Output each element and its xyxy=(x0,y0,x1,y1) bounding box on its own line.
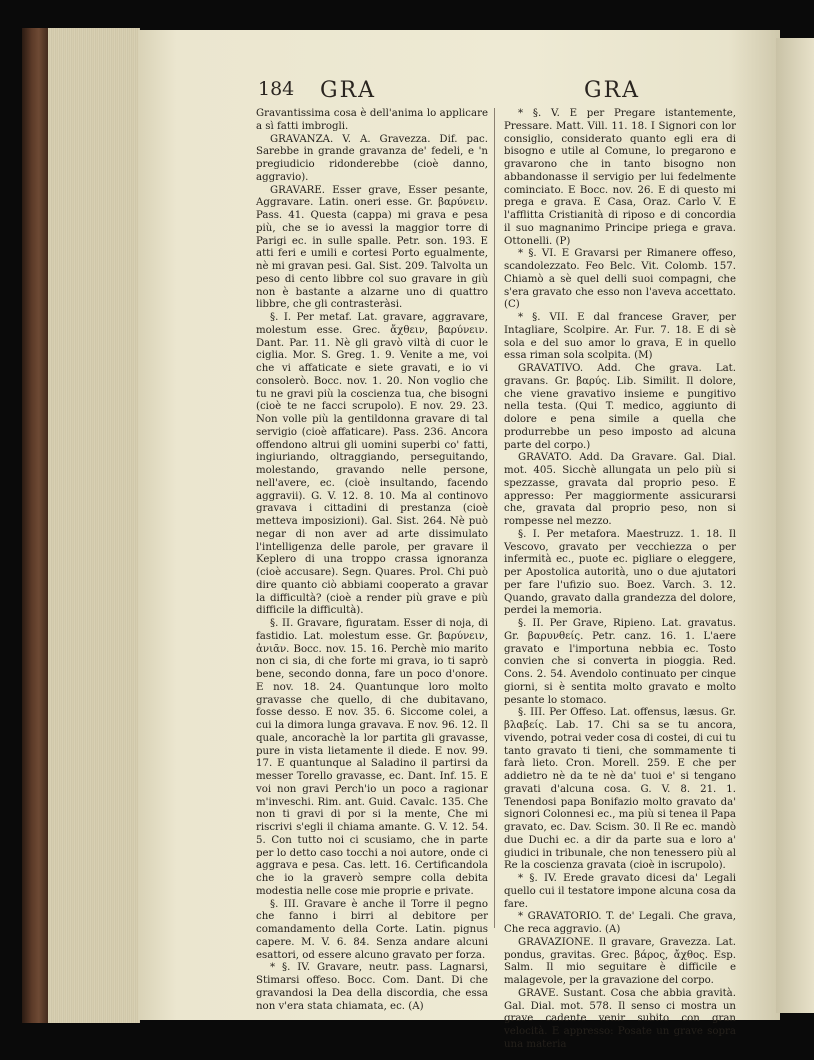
page-header xyxy=(258,78,738,106)
entry-gravare: GRAVARE. Esser grave, Esser pesante, Aggravare. Latin. oneri esse. Gr. βαρύνειν. Pass. 41. Questa (cappa) mi grava e pesa più, che se io avessi la maggior torre di Parigi ec. in sulle spalle. Petr. son. 193. E atti feri e umili e cortesi Porto egualmente, nè mi gravan pesi. Gal. Sist. 209. Talvolta un peso di cento libbre col suo gravare in giù non è bastante a alzarne uno di quattro libbre, che gli contrasteràsi. xyxy=(256,184,488,311)
left-column xyxy=(256,108,488,1013)
entry-paragraph: §. I. Per metaf. Lat. gravare, aggravare, molestum esse. Grec. ἄχθειν, βαρύνειν. Dant. Par. 11. Nè gli gravò viltà di cuor le ciglia. Mor. S. Greg. 1. 9. Venite a me, voi che vi affaticate e siete gravati, e io vi consolerò. Bocc. nov. 1. 20. Non voglio che tu ne gravi più la coscienza tua, che bisogni (cioè te ne facci scrupolo). E nov. 29. 23. Non volle più la gentildonna gravare di tal servigio (cioè affaticare). Pass. 236. Ancora offendono altrui gli uomini superbi co' fatti, ingiuriando, oltraggiando, perseguitando, molestando, gravando nelle persone, nell'avere, ec. (cioè insultando, facendo aggravii). G. V. 12. 8. 10. Ma al continovo gravava i cittadini di prestanza (cioè metteva imposizioni). Gal. Sist. 264. Nè può negar di non aver ad arte dissimulato l'intelligenza delle parole, per gravare il Keplero di una troppo crassa ignoranza (cioè accusare). Segn. Quares. Prol. Chi può dire quanto ciò abbiami cooperato a gravar la difficultà? (cioè a render più grave e più difficile la difficultà). xyxy=(256,312,488,617)
entry-gravativo: GRAVATIVO. Add. Che grava. Lat. gravans. Gr. βαρύς. Lib. Similit. Il dolore, che viene gravativo insieme e pungitivo nella testa. (Qui T. medico, aggiunto di dolore e pena simile a quella che produrrebbe un peso imposto ad alcuna parte del corpo.) xyxy=(504,363,736,451)
entry-paragraph: * §. VII. E dal francese Graver, per Intagliare, Scolpire. Ar. Fur. 7. 18. E di sè sola e del suo amor lo grava, E in quello essa riman sola scolpita. (M) xyxy=(504,312,736,362)
page-number: 184 xyxy=(258,78,295,100)
next-page-edge xyxy=(776,38,814,1013)
entry-paragraph: * §. VI. E Gravarsi per Rimanere offeso, scandolezzato. Feo Belc. Vit. Colomb. 157. Chiamò a sè quel delli suoi compagni, che s'era gravato che esso non l'aveva accettato. (C) xyxy=(504,248,736,311)
book-binding xyxy=(22,28,50,1023)
page-edges xyxy=(48,28,140,1023)
entry-paragraph: §. III. Per Offeso. Lat. offensus, læsus. Gr. βλαβείς. Lab. 17. Chi sa se tu ancora, vivendo, potrai veder cosa di costei, di cui tu tanto gravato ti tieni, che sommamente ti farà lieto. Cron. Morell. 259. E che per addietro nè da te nè da' tuoi e' si tengano gravati d'alcuna cosa. G. V. 8. 21. 1. Tenendosi papa Bonifazio molto gravato da' signori Colonnesi ec., ma più si tenea il Papa gravato, ec. Dav. Scism. 30. Il Re ec. mandò due Duchi ec. a dir da parte sua e loro a' giudici in tribunale, che non tenessero più al Re la coscienza gravata (cioè in iscrupolo). xyxy=(504,707,736,872)
right-column xyxy=(504,108,736,1052)
running-head-left: GRA xyxy=(320,78,377,103)
entry-paragraph: * §. IV. Erede gravato dicesi da' Legali quello cui il testatore impone alcuna cosa da fare. xyxy=(504,873,736,910)
entry-paragraph: §. II. Per Grave, Ripieno. Lat. gravatus. Gr. βαρυνθείς. Petr. canz. 16. 1. L'aere gravato e l'importuna nebbia ec. Tosto convien che si converta in pioggia. Red. Cons. 2. 54. Avendolo continuato per cinque giorni, si è sentita molto gravato e molto pesante lo stomaco. xyxy=(504,618,736,706)
entry-gravato: GRAVATO. Add. Da Gravare. Gal. Dial. mot. 405. Sicchè allungata un pelo più si spezzasse, gravata dal proprio peso. E appresso: Per maggiormente assicurarsi che, gravata dal proprio peso, non si rompesse nel mezzo. xyxy=(504,452,736,527)
entry-paragraph: §. I. Per metafora. Maestruzz. 1. 18. Il Vescovo, gravato per vecchiezza o per infermità ec., puote ec. pigliare o eleggere, per Apostolica autorità, uno o due ajutatori per fare l'ufizio suo. Boez. Varch. 3. 12. Quando, gravato dalla grandezza del dolore, perdei la memoria. xyxy=(504,528,736,617)
entry-paragraph: Gravantissima cosa è dell'anima lo applicare a sì fatti imbrogli. xyxy=(256,108,488,132)
entry-gravazione: GRAVAZIONE. Il gravare, Gravezza. Lat. pondus, gravitas. Grec. βάρος, ἄχθος. Esp. Salm. Il mio seguitare è difficile e malagevole, per la gravazione del corpo. xyxy=(504,936,736,986)
entry-paragraph: * §. V. E per Pregare istantemente, Pressare. Matt. Vill. 11. 18. I Signori con lor consiglio, considerato quanto egli era di bisogno e utile al Comune, lo pregarono e gravarono che in tanto bisogno non abbandonasse il servigio per lui fedelmente cominciato. E Bocc. nov. 26. E di questo mi prega e grava. E Casa, Oraz. Carlo V. E l'afflitta Cristianità di riposo e di concordia il suo magnanimo Principe priega e grava. Ottonelli. (P) xyxy=(504,108,736,247)
entry-grave: GRAVE. Sustant. Cosa che abbia gravità. Gal. Dial. mot. 578. Il senso ci mostra un grave cadente venir subito con gran velocità. E appresso: Posate un grave sopra una materia xyxy=(504,987,736,1050)
entry-paragraph: §. III. Gravare è anche il Torre il pegno che fanno i birri al debitore per comandamento della Corte. Latin. pignus capere. M. V. 6. 84. Senza andare alcuni esattori, od essere alcuno gravato per forza. xyxy=(256,898,488,961)
running-head-right: GRA xyxy=(584,78,641,103)
entry-gravanza: GRAVANZA. V. A. Gravezza. Dif. pac. Sarebbe in grande gravanza de' fedeli, e 'n pregiudicio ridonderebbe (cioè danno, aggravio). xyxy=(256,133,488,183)
entry-gravatorio: * GRAVATORIO. T. de' Legali. Che grava, Che reca aggravio. (A) xyxy=(504,911,736,935)
entry-paragraph: §. II. Gravare, figuratam. Esser di noja, di fastidio. Lat. molestum esse. Gr. βαρύνειν, ἀνιᾶν. Bocc. nov. 15. 16. Perchè mio marito non ci sia, di che forte mi grava, io ti saprò bene, secondo donna, fare un poco d'onore. E nov. 18. 24. Quantunque loro molto gravasse che quello, di che dubitavano, fosse desso. E nov. 35. 6. Siccome colei, a cui la dimora lunga gravava. E nov. 96. 12. Il quale, ancorachè la lor partita gli gravasse, pure in vista lietamente il diede. E nov. 99. 17. E quantunque al Saladino il partirsi da messer Torello gravasse, ec. Dant. Inf. 15. E voi non gravi Perch'io un poco a ragionar m'inveschi. Rim. ant. Guid. Cavalc. 135. Che non ti gravi di por si la mente, Che mi riscrivi s'egli il chiama amante. G. V. 12. 54. 5. Con tutto noi ci scusiamo, che in parte per lo detto caso tocchi a noi autore, onde ci aggrava e pesa. Cas. lett. 16. Certificandola che io la graverò sempre colla debita modestia nelle cose mie proprie e private. xyxy=(256,618,488,897)
column-divider xyxy=(494,108,495,928)
entry-paragraph: * §. IV. Gravare, neutr. pass. Lagnarsi, Stimarsi offeso. Bocc. Com. Dant. Di che gravandosi la Dea della discordia, che essa non v'era stata chiamata, ec. (A) xyxy=(256,962,488,1012)
